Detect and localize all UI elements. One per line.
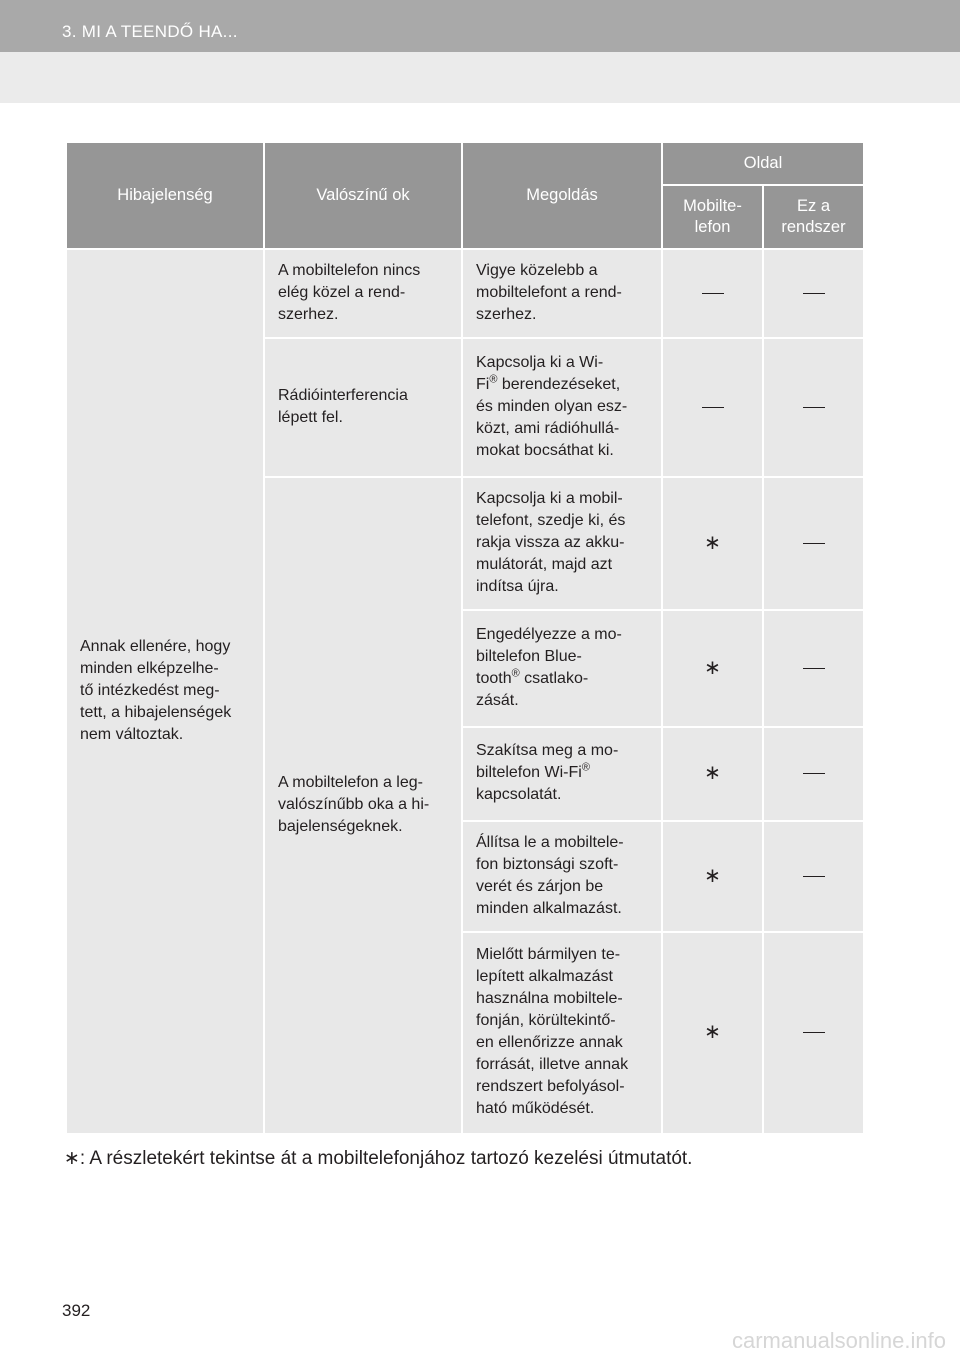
- header-subbar: [0, 52, 960, 103]
- footnote: ∗: A részletekért tekintse át a mobiltelefonjához tartozó kezelési útmutatót.: [64, 1148, 693, 1169]
- phone-page-cell: [662, 727, 763, 821]
- system-page-cell: [763, 477, 864, 610]
- system-page-cell: [763, 610, 864, 727]
- phone-page-cell: [662, 821, 763, 932]
- solution-cell: Szakítsa meg a mo- biltelefon Wi-Fi® kapcsolatát.: [462, 727, 662, 821]
- dash-mark: [803, 876, 825, 877]
- solution-cell: Engedélyezze a mo- biltelefon Blue- tooth® csatlako- zását.: [462, 610, 662, 727]
- registered-mark: ®: [511, 667, 520, 680]
- asterisk-mark: ∗: [704, 864, 721, 887]
- system-page-cell: [763, 727, 864, 821]
- symptom-cell: Annak ellenére, hogy minden elképzelhe- tő intézkedést meg- tett, a hibajelenségek nem változtak.: [66, 249, 264, 1134]
- dash-mark: [803, 773, 825, 774]
- solution-cell: Kapcsolja ki a Wi- Fi® berendezéseket, és minden olyan esz- közt, ami rádióhullá- mokat bocsáthat ki.: [462, 338, 662, 477]
- asterisk-mark: ∗: [704, 531, 721, 554]
- dash-mark: [702, 293, 724, 294]
- cause-cell: A mobiltelefon nincs elég közel a rend- szerhez.: [264, 249, 462, 338]
- page-number: 392: [62, 1301, 91, 1320]
- phone-page-cell: [662, 610, 763, 727]
- solution-cell: Állítsa le a mobiltele- fon biztonsági szoft- verét és zárjon be minden alkalmazást.: [462, 821, 662, 932]
- dash-mark: [803, 543, 825, 544]
- solution-cell: Mielőtt bármilyen te- lepített alkalmazást használna mobiltele- fonján, körültekintő- en ellenőrizze annak forrását, illetve annak rendszert befolyásol- ható működését.: [462, 932, 662, 1134]
- asterisk-mark: ∗: [704, 1021, 721, 1043]
- section-title: 3. MI A TEENDŐ HA...: [62, 22, 238, 41]
- troubleshooting-table: [65, 141, 865, 1135]
- cause-cell: Rádióinterferencia lépett fel.: [264, 338, 462, 477]
- system-page-cell: [763, 932, 864, 1134]
- solution-cell: Vigye közelebb a mobiltelefont a rend- szerhez.: [462, 249, 662, 338]
- system-page-cell: [763, 821, 864, 932]
- solution-cell: Kapcsolja ki a mobil- telefont, szedje ki, és rakja vissza az akku- mulátorát, majd azt indítsa újra.: [462, 477, 662, 610]
- phone-page-cell: [662, 338, 763, 477]
- cause-cell: A mobiltelefon a leg- valószínűbb oka a hi- bajelenségeknek.: [264, 477, 462, 1134]
- dash-mark: [803, 407, 825, 408]
- registered-mark: ®: [581, 761, 590, 774]
- asterisk-mark: ∗: [704, 762, 721, 784]
- phone-page-cell: [662, 477, 763, 610]
- header-page-system: Ez a rendszer: [763, 185, 864, 249]
- system-page-cell: [763, 249, 864, 338]
- header-solution: Megoldás: [462, 142, 662, 249]
- phone-page-cell: [662, 932, 763, 1134]
- dash-mark: [803, 1032, 825, 1033]
- dash-mark: [702, 407, 724, 408]
- phone-page-cell: [662, 249, 763, 338]
- dash-mark: [803, 668, 825, 669]
- header-bar: [0, 0, 960, 52]
- header-page: Oldal: [662, 142, 864, 185]
- asterisk-mark: ∗: [704, 656, 721, 679]
- dash-mark: [803, 293, 825, 294]
- registered-mark: ®: [489, 373, 498, 386]
- header-page-phone: Mobilte- lefon: [662, 185, 763, 249]
- header-symptom: Hibajelenség: [66, 142, 264, 249]
- table-row: [66, 249, 864, 338]
- header-cause: Valószínű ok: [264, 142, 462, 249]
- system-page-cell: [763, 338, 864, 477]
- watermark: carmanualsonline.info: [731, 1328, 946, 1353]
